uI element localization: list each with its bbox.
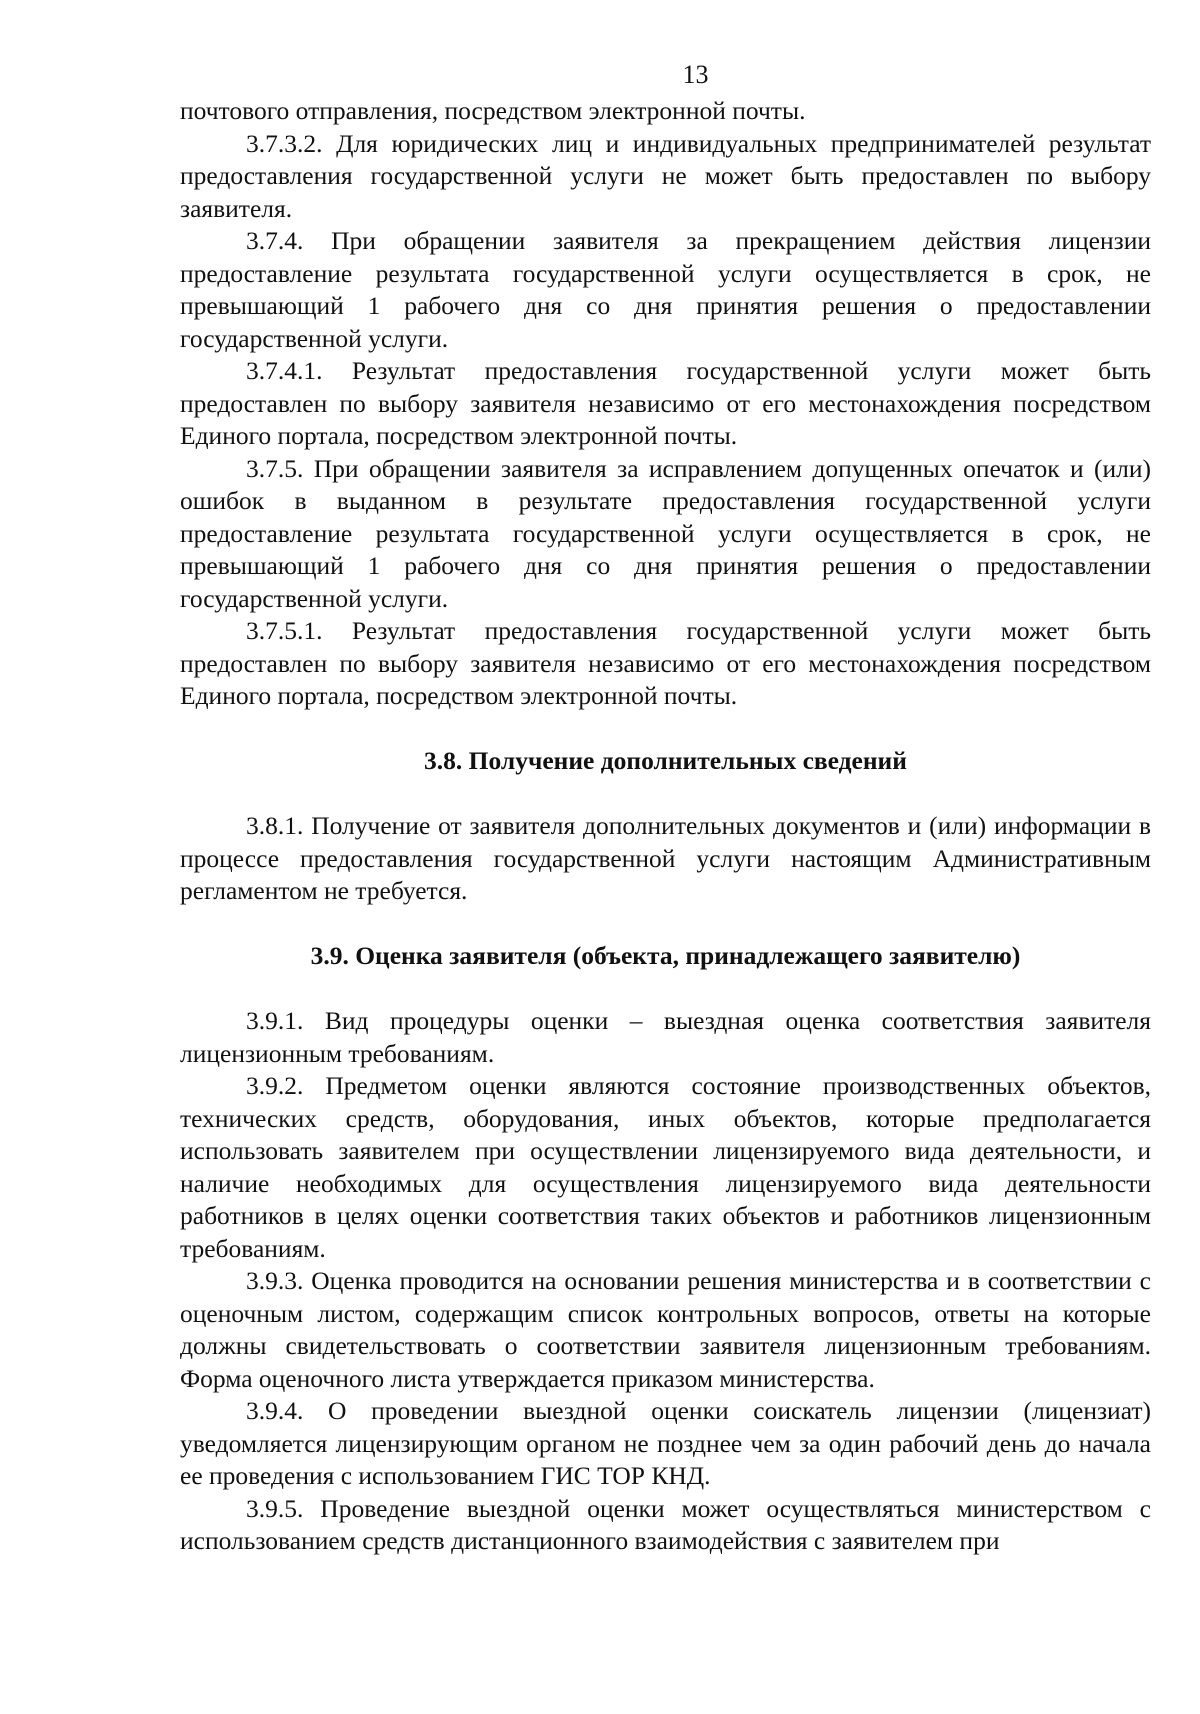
paragraph-3-9-4: 3.9.4. О проведении выездной оценки соискатель лицензии (лицензиат) уведомляется лицензирующим органом не позднее чем за один рабочий день до начала ее проведения с использованием ГИС ТОР КНД. — [180, 1396, 1151, 1490]
paragraph-3-7-5: 3.7.5. При обращении заявителя за исправлением допущенных опечаток и (или) ошибок в выданном в результате предоставления государственной услуги предоставление результата государственной услуги осуществляется в срок, не превышающий 1 рабочего дня со дня принятия решения о предоставлении государственной услуги. — [180, 453, 1151, 613]
paragraph-continuation: почтового отправления, посредством электронной почты. — [180, 96, 806, 125]
paragraph-3-7-5-1: 3.7.5.1. Результат предоставления государственной услуги может быть предоставлен по выбору заявителя независимо от его местонахождения посредством Единого портала, посредством электронной почты. — [180, 616, 1151, 710]
paragraph-3-7-3-2: 3.7.3.2. Для юридических лиц и индивидуальных предпринимателей результат предоставления государственной услуги не может быть предоставлен по выбору заявителя. — [180, 128, 1151, 223]
paragraph-3-9-2: 3.9.2. Предметом оценки являются состояние производственных объектов, технических средств, оборудования, иных объектов, которые предполагается использовать заявителем при осуществлении лицензируемого вида деятельности, и наличие необходимых для осуществления лицензируемого вида деятельности работников в целях оценки соответствия таких объектов и работников лицензионным требованиям. — [180, 1071, 1151, 1263]
document-page — [180, 55, 1151, 1558]
page-number: 13 — [682, 60, 709, 89]
paragraph-3-9-3: 3.9.3. Оценка проводится на основании решения министерства и в соответствии с оценочным листом, содержащим список контрольных вопросов, ответы на которые должны свидетельствовать о соответствии заявителя лицензионным требованиям. Форма оценочного листа утверждается приказом министерства. — [180, 1266, 1151, 1393]
spacer — [180, 972, 1151, 1005]
spacer — [180, 713, 1151, 745]
paragraph-3-9-5: 3.9.5. Проведение выездной оценки может осуществляться министерством с использованием средств дистанционного взаимодействия с заявителем при — [180, 1493, 1151, 1555]
spacer — [180, 777, 1151, 810]
paragraph-3-8-1: 3.8.1. Получение от заявителя дополнительных документов и (или) информации в процессе предоставления государственной услуги настоящим Административным регламентом не требуется. — [180, 811, 1151, 905]
section-heading-3-8: 3.8. Получение дополнительных сведений — [424, 745, 907, 775]
paragraph-3-9-1: 3.9.1. Вид процедуры оценки – выездная оценка соответствия заявителя лицензионным требованиям. — [180, 1006, 1151, 1068]
section-heading-3-9: 3.9. Оценка заявителя (объекта, принадлежащего заявителю) — [310, 940, 1021, 970]
paragraph-3-7-4-1: 3.7.4.1. Результат предоставления государственной услуги может быть предоставлен по выбору заявителя независимо от его местонахождения посредством Единого портала, посредством электронной почты. — [180, 356, 1151, 450]
paragraph-3-7-4: 3.7.4. При обращении заявителя за прекращением действия лицензии предоставление результата государственной услуги осуществляется в срок, не превышающий 1 рабочего дня со дня принятия решения о предоставлении государственной услуги. — [180, 226, 1151, 353]
spacer — [180, 908, 1151, 940]
